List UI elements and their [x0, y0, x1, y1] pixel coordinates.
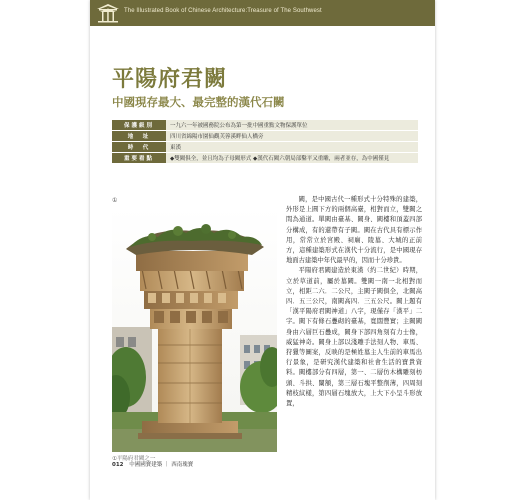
pavilion-logo-icon — [96, 2, 120, 24]
photo-number: ① — [112, 197, 118, 204]
info-value: 四川省綿陽市園仙觀芙蓉溪畔仙人橋旁 — [166, 131, 418, 142]
info-value: 東漢 — [166, 142, 418, 153]
section-title: 西南瑰寶 — [171, 462, 194, 468]
info-label: 重要看點 — [112, 153, 166, 164]
header-title: The Illustrated Book of Chinese Architecture:Treasure of The Southwest — [124, 8, 322, 14]
body-text — [286, 195, 422, 453]
book-title: 中國國寶建築 — [129, 462, 163, 468]
info-value: 一九六一年被國務院公布為第一批中國重點文物保護單位 — [166, 120, 418, 131]
info-row — [112, 131, 418, 142]
stone-que-illustration — [112, 207, 277, 452]
info-label: 時 代 — [112, 142, 166, 153]
book-page — [90, 0, 435, 500]
section-divider: ｜ — [164, 462, 170, 468]
photo-caption: ①平陽府君闕之一 — [112, 456, 156, 462]
page-number: 012 — [112, 462, 124, 468]
info-row — [112, 153, 418, 164]
body-paragraph: 平陽府君闕建造於東漢（約二世紀）時期，立於草道前，屬於墓闕。雙闕一南一北相對而立，相距二六．二公尺，主闕子闕俱全，北闕高四．五三公尺，南闕高四．三五公尺。闕上題有「漢平陽府君闕神道」八字，現僅存「漢平」二字。闕下有條石疊砌的臺基，寬闊豐實；主闕闕身由六層巨石疊成，闕身下部四角刻有力士像，威猛神奇。闕身上部以淺雕手法刻人物、車馬、狩獵等圖案，反映的是極姓墓主人生前的車馬出行景象，是研究漢代建築和社會生活的寶貴資料。闕樓部分有四層，第一、二層仿木構雕刻枋頭、斗拱、闌額，第三層石塊平整削薄，四周刻精枝紋樣，第四層石塊放大，上大下小呈斗形放置， — [286, 267, 422, 408]
info-table — [112, 120, 418, 164]
stone-que-photo — [112, 207, 277, 452]
info-value: ◆雙闕俱全，並且均為子母闕形式 ◆漢代石闕六朝局部鑿平又重雕，兩者並存，為中國僅見 — [166, 153, 418, 164]
info-row — [112, 120, 418, 131]
page-footer — [112, 460, 193, 468]
info-label: 地 址 — [112, 131, 166, 142]
info-label: 保護級別 — [112, 120, 166, 131]
info-row — [112, 142, 418, 153]
page-header-band — [90, 0, 435, 26]
page-title: 平陽府君闕 — [112, 67, 228, 92]
body-paragraph: 闕，是中國古代一種形式十分特殊的建築，外形是上圓下方的兩個高臺，相對而立，雙闕之間為通道。單闕由臺基、闕身、闕樓和頂蓋四部分構成，有的還帶有子闕。闕在古代具有標示作用，常常立於宮殿、祠廟、陵墓、大城的正前方，這種建築形式在漢代十分流行，是中國現存地面古建築中年代最早的，因而十分珍貴。 — [286, 196, 422, 265]
page-subtitle: 中國現存最大、最完整的漢代石闕 — [112, 95, 285, 109]
